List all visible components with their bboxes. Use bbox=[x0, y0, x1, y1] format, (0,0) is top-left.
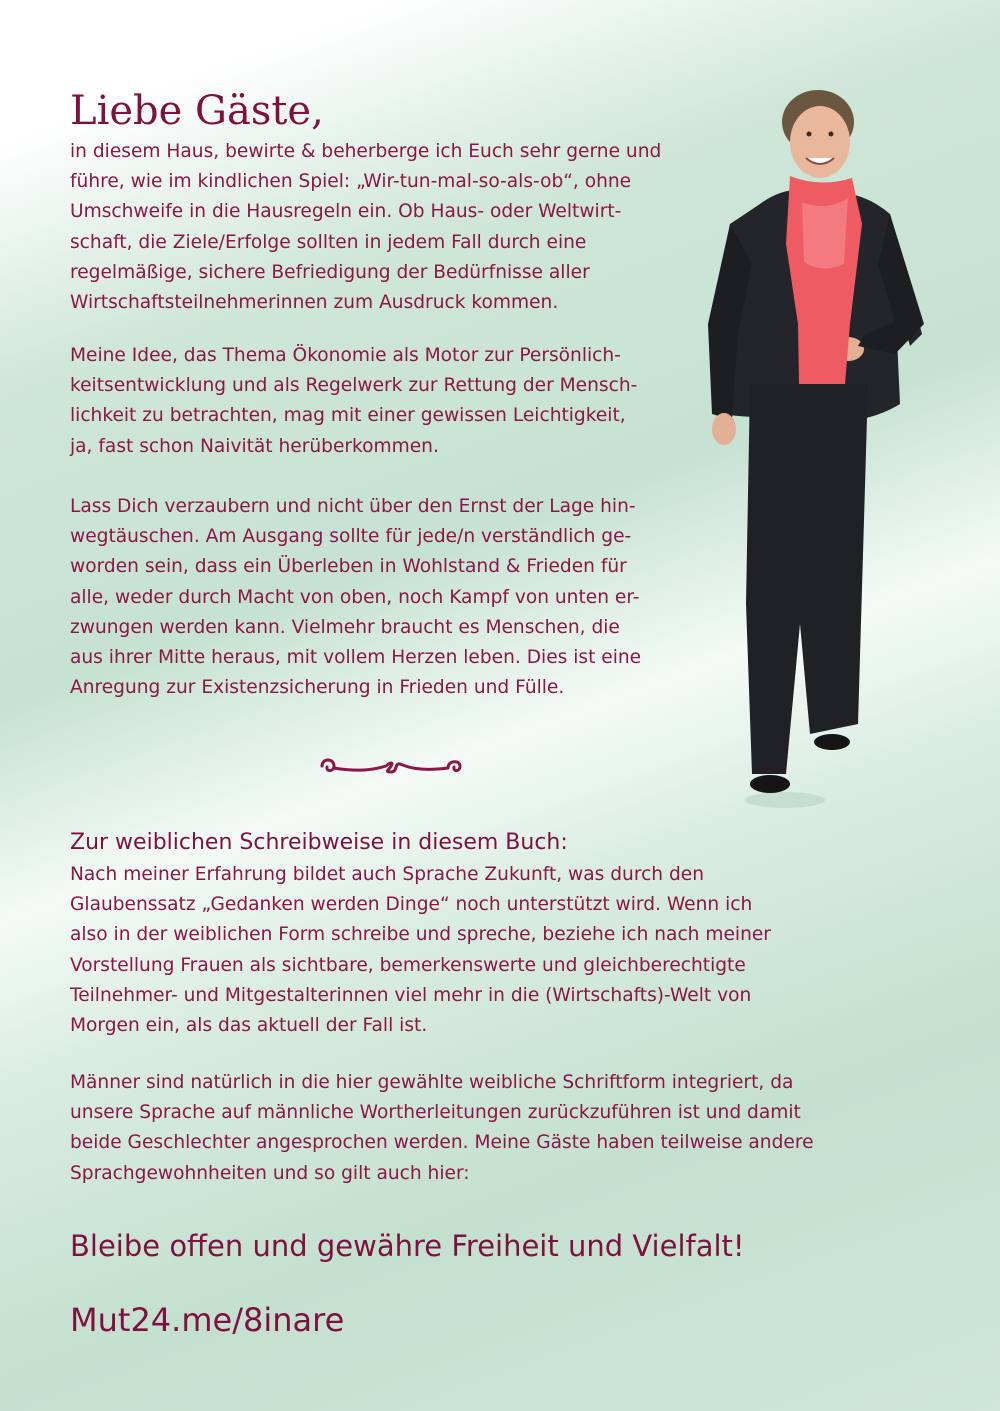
motto-text: Bleibe offen und gewähre Freiheit und Vielfalt! bbox=[70, 1229, 745, 1263]
intro-paragraph-1: in diesem Haus, bewirte & beherberge ich Euch sehr gerne und führe, wie im kindlichen Spiel: „Wir-tun-mal-so-als-ob“, ohne Umschweife in die Hausregeln ein. Ob Haus- oder Weltwirt- schaft, die Ziele/Erfolge sollten in jedem Fall durch eine regelmäßige, sichere Befriedigung der Bedürfnisse aller Wirtschaftsteilnehmerinnen zum Ausdruck kommen. bbox=[70, 141, 662, 314]
writing-note-paragraph-2: Männer sind natürlich in die hier gewählte weibliche Schriftform integriert, da unsere Sprache auf männliche Wortherleitungen zurückzuführen ist und damit beide Geschlechter angesprochen werden. Meine Gäste haben teilweise andere Sprachgewohnheiten und so gilt auch hier: bbox=[70, 1072, 814, 1184]
intro-paragraph-2: Meine Idee, das Thema Ökonomie als Motor zur Persönlich- keitsentwicklung und als Regelwerk zur Rettung der Mensch- lichkeit zu betrachten, mag mit einer gewissen Leichtigkeit, ja, fast schon Naivität herüberkommen. bbox=[70, 345, 638, 457]
writing-note-heading: Zur weiblichen Schreibweise in diesem Buch: bbox=[70, 830, 568, 855]
author-portrait bbox=[690, 84, 935, 814]
intro-paragraph-3: Lass Dich verzaubern und nicht über den Ernst der Lage hin- wegtäuschen. Am Ausgang sollte für jede/n verständlich ge- worden sein, dass ein Überleben in Wohlstand & Frieden für alle, weder durch Macht von oben, noch Kampf von unten er- zwungen werden kann. Vielmehr braucht es Menschen, die aus ihrer Mitte heraus, mit vollem Herzen leben. Dies ist eine Anregung zur Existenzsicherung in Frieden und Fülle. bbox=[70, 496, 642, 699]
flourish-divider-icon bbox=[318, 752, 464, 780]
writing-note-paragraph-1: Nach meiner Erfahrung bildet auch Sprache Zukunft, was durch den Glaubenssatz „Gedanken werden Dinge“ noch unterstützt wird. Wenn ich also in der weiblichen Form schreibe und spreche, beziehe ich nach meiner Vorstellung Frauen als sichtbare, bemerkenswerte und gleichberechtigte Teilnehmer- und Mitgestalterinnen viel mehr in die (Wirtschafts)-Welt von Morgen ein, als das aktuell der Fall ist. bbox=[70, 864, 771, 1037]
greeting-heading: Liebe Gäste, bbox=[70, 88, 324, 134]
website-link[interactable]: Mut24.me/8inare bbox=[70, 1301, 345, 1339]
